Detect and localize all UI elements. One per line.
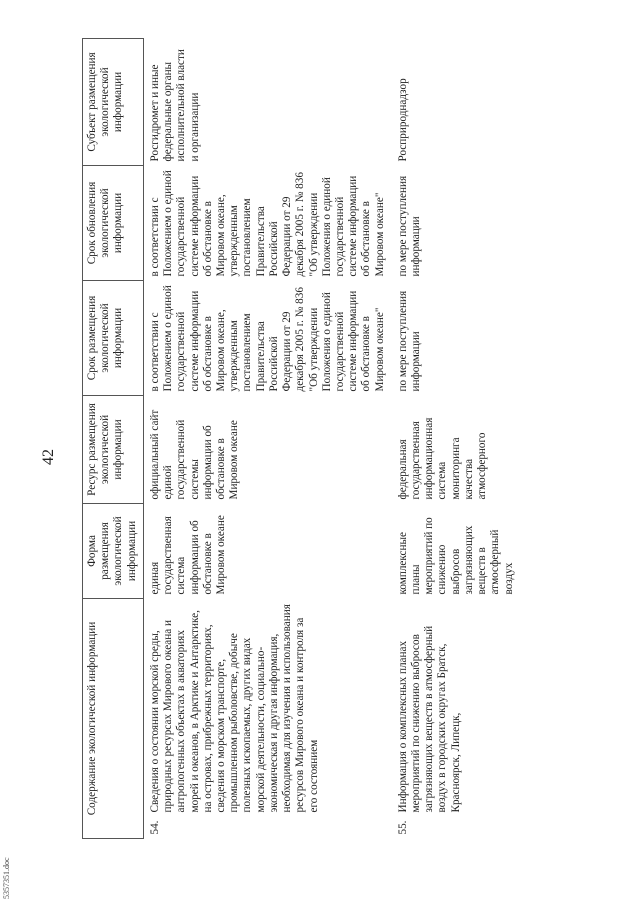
row-resource: официальный сайт единой государственной системы информации об обстановке в Мировом океане bbox=[148, 409, 241, 500]
row-term: по мере поступления информации bbox=[396, 290, 423, 392]
row-subject: Росприроднадзор bbox=[396, 78, 409, 162]
row-form: единая государственная система информации об обстановке в Мировом океане bbox=[148, 515, 227, 595]
col-header-resource: Ресурс размещения экологической информации bbox=[83, 396, 144, 504]
row-number: 55. bbox=[396, 820, 409, 835]
row-update: по мере поступления информации bbox=[396, 175, 423, 277]
page-number: 42 bbox=[40, 449, 57, 465]
row-form: комплексные планы мероприятий по снижению выбросов загрязняющих веществ в атмосферный воздух bbox=[396, 517, 515, 595]
row-term: в соответствии с Положением о единой государственной системе информации об обстановке в Мировом океане, утвержденным постановлением Правительства Российской Федерации от 29 декабря 2005 г. № 836 "Об утверждении Положения о единой государственной системе информации об обстановке в Мировом океане" bbox=[148, 285, 386, 392]
table-row bbox=[143, 39, 391, 839]
row-content-wrap bbox=[397, 603, 463, 835]
col-header-content: Содержание экологической информации bbox=[83, 599, 144, 839]
col-header-form: Форма размещения экологической информации bbox=[83, 504, 144, 599]
row-number: 54. bbox=[148, 820, 161, 835]
row-content-cell bbox=[392, 599, 521, 839]
table-header-row bbox=[83, 39, 144, 839]
row-content: Сведения о состоянии морской среды, природных ресурсах Мирового океана и антропогенных объектах в акваториях морей и океанов, в Арктике и Антарктике, на островах, прибрежных территориях, сведения о морском транспорте, промышленном рыболовстве, добыче полезных ископаемых, других видах морской деятельности, социально-экономическая и другая информация, необходимая для изучения и использования ресурсов Мирового океана и контроля за его состоянием bbox=[148, 604, 320, 813]
col-header-update: Срок обновления экологической информации bbox=[83, 166, 144, 281]
row-content-cell bbox=[143, 599, 391, 839]
row-content: Информация о комплексных планах мероприятий по снижению выбросов загрязняющих веществ в атмосферный воздух в городских округах Братск, Красноярск, Липецк, bbox=[396, 625, 462, 813]
col-header-subject: Субъект размещения экологической информации bbox=[83, 39, 144, 166]
row-resource: федеральная государственная информационная система мониторинга качества атмосферного bbox=[396, 417, 489, 500]
document-id: 5357351.doc bbox=[2, 857, 11, 899]
table-row bbox=[392, 39, 521, 839]
info-table bbox=[82, 38, 521, 839]
row-subject: Росгидромет и иные федеральные органы исполнительной власти и организации bbox=[148, 49, 201, 162]
col-header-term: Срок размещения экологической информации bbox=[83, 281, 144, 396]
row-update: в соответствии с Положением о единой государственной системе информации об обстановке в Мировом океане, утвержденным постановлением Правительства Российской Федерации от 29 декабря 2005 г. № 836 "Об утверждении Положения о единой государственной системе информации об обстановке в Мировом океане" bbox=[148, 170, 386, 277]
row-content-wrap bbox=[149, 603, 321, 835]
